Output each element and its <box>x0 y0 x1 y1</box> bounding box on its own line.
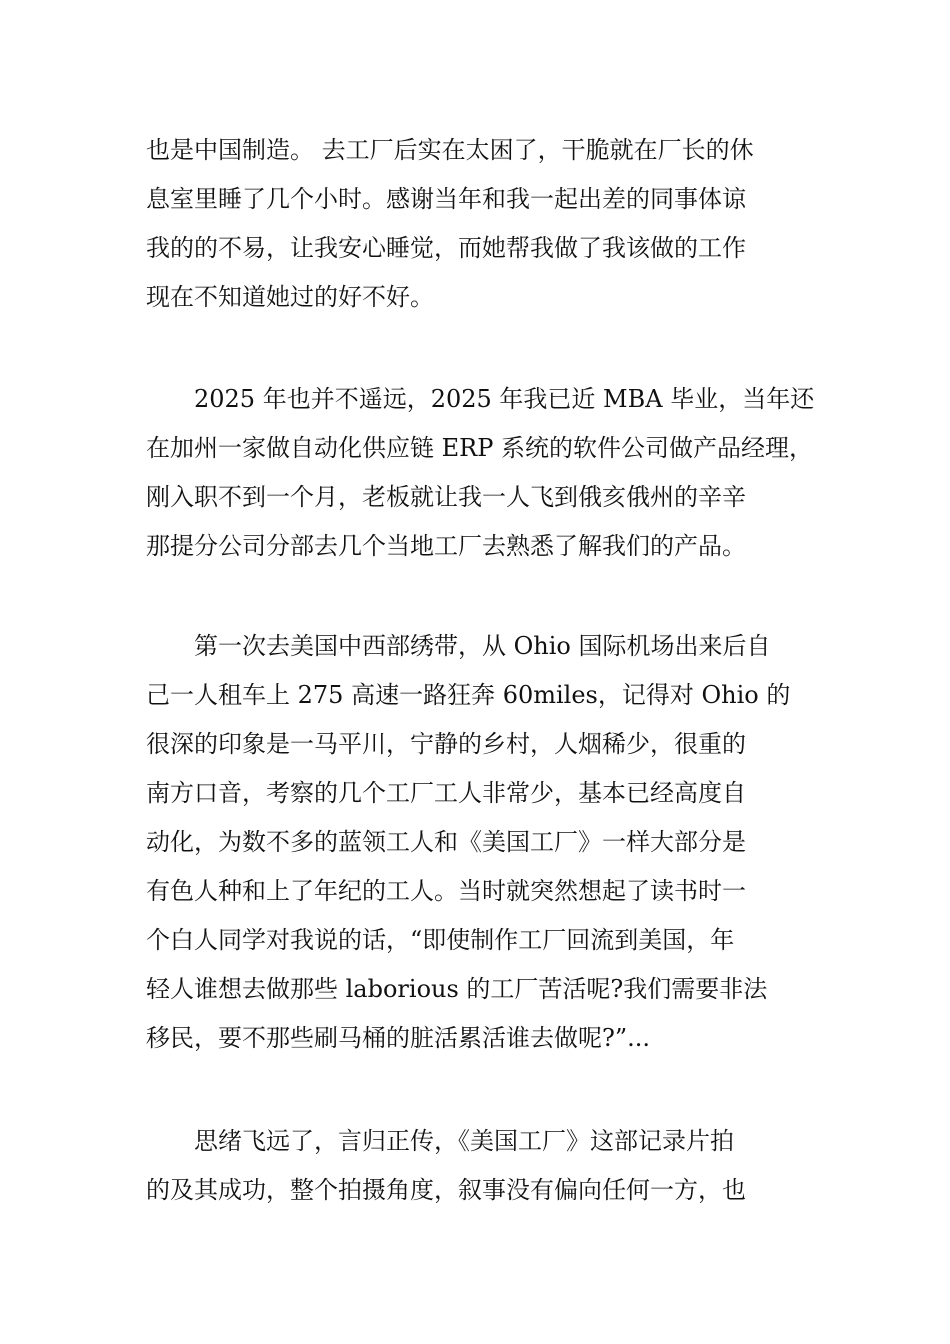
paragraph-line: 在加州一家做自动化供应链 ERP 系统的软件公司做产品经理， <box>146 434 813 462</box>
paragraph-line: 移民，要不那些刷马桶的脏活累活谁去做呢?”... <box>146 1024 651 1052</box>
paragraph-line: 己一人租车上 275 高速一路狂奔 60miles，记得对 Ohio 的 <box>146 681 791 709</box>
paragraph-line: 也是中国制造。 去工厂后实在太困了，干脆就在厂长的休 <box>146 136 754 164</box>
paragraph-line: 动化，为数不多的蓝领工人和《美国工厂》一样大部分是 <box>146 828 746 856</box>
paragraph-line: 很深的印象是一马平川，宁静的乡村，人烟稀少，很重的 <box>146 730 746 758</box>
paragraph-line: 息室里睡了几个小时。感谢当年和我一起出差的同事体谅 <box>146 185 746 213</box>
paragraph-line: 的及其成功，整个拍摄角度，叙事没有偏向任何一方，也 <box>146 1176 746 1204</box>
paragraph-4 <box>146 1117 826 1215</box>
paragraph-line: 轻人谁想去做那些 laborious 的工厂苦活呢?我们需要非法 <box>146 975 768 1003</box>
paragraph-line: 2025 年也并不遥远，2025 年我已近 MBA 毕业，当年还 <box>146 385 815 413</box>
paragraph-2 <box>146 375 826 571</box>
paragraph-3 <box>146 622 826 1063</box>
paragraph-line: 现在不知道她过的好不好。 <box>146 283 434 311</box>
paragraph-1 <box>146 126 826 322</box>
paragraph-line: 南方口音，考察的几个工厂工人非常少，基本已经高度自 <box>146 779 746 807</box>
paragraph-line: 刚入职不到一个月，老板就让我一人飞到俄亥俄州的辛辛 <box>146 483 746 511</box>
paragraph-line: 个白人同学对我说的话，“即使制作工厂回流到美国，年 <box>146 926 735 954</box>
paragraph-line: 我的的不易，让我安心睡觉，而她帮我做了我该做的工作 <box>146 234 746 262</box>
paragraph-line: 有色人种和上了年纪的工人。当时就突然想起了读书时一 <box>146 877 746 905</box>
paragraph-line: 那提分公司分部去几个当地工厂去熟悉了解我们的产品。 <box>146 532 746 560</box>
paragraph-line: 第一次去美国中西部绣带，从 Ohio 国际机场出来后自 <box>146 632 771 660</box>
paragraph-line: 思绪飞远了，言归正传，《美国工厂》这部记录片拍 <box>146 1127 734 1155</box>
